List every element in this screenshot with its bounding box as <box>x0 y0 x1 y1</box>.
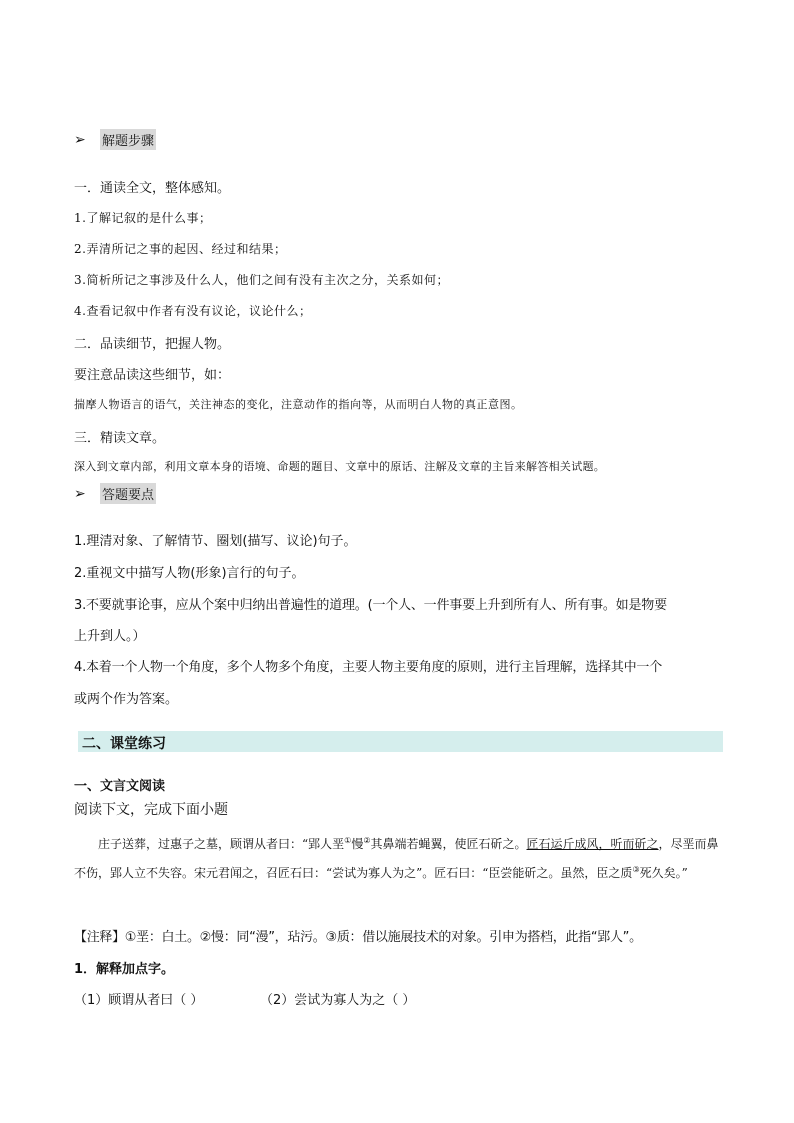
part1-item-1: 1.了解记叙的是什么事； <box>74 211 212 225</box>
point-2: 2.重视文中描写人物(形象)言行的句子。 <box>74 566 305 581</box>
point-3-line-2: 上升到人。） <box>74 629 146 644</box>
passage-text: 庄子送葬，过惠子之墓，顾谓从者曰：“郢人垩 <box>98 837 345 851</box>
section-heading: 二、课堂练习 <box>82 736 166 752</box>
arrow-bullet-icon: ➢ <box>74 131 86 148</box>
footnote-mark: ③ <box>632 865 640 874</box>
underlined-text: 匠石运斤成风，听而 <box>526 837 635 851</box>
passage-text: ，尽垩而鼻不伤，郢人立不失容。宋元君闻之，召匠石曰：“尝试为寡人为之”。匠石曰：“臣尝能斫之。 <box>74 837 719 880</box>
passage-text: 死久矣。” <box>639 866 688 880</box>
part1-item-2: 2.弄清所记之事的起因、经过和结果； <box>74 242 287 256</box>
part1-title: 一．通读全文，整体感知。 <box>74 181 231 196</box>
passage-text: 其鼻端若蝇翼，使匠石斫之。 <box>370 837 527 851</box>
exercise-instruction: 阅读下文，完成下面小题 <box>74 802 228 818</box>
point-3-line-1: 3.不要就事论事，应从个案中归纳出普遍性的道理。(一个人、一件事要上升到所有人、所有事。如是物要 <box>74 598 667 613</box>
question-1-title: 1．解释加点字。 <box>74 962 175 977</box>
part3-title: 三．精读文章。 <box>74 431 166 446</box>
point-4-line-1: 4.本着一个人物一个角度，多个人物多个角度，主要人物主要角度的原则，进行主旨理解，选择其中一个 <box>74 660 663 675</box>
points-heading <box>74 483 156 504</box>
part2-title: 二．品读细节，把握人物。 <box>74 337 231 352</box>
point-1: 1.理清对象、了解情节、圈划(描写、议论)句子。 <box>74 534 357 549</box>
part1-item-4: 4.查看记叙中作者有没有议论，议论什么； <box>74 304 312 318</box>
part2-intro: 要注意品读这些细节，如： <box>74 368 231 383</box>
steps-heading-label: 解题步骤 <box>100 129 156 150</box>
question-1-b: （2）尝试为寡人为之（ ） <box>260 993 416 1008</box>
footnote-mark: ② <box>363 836 371 845</box>
points-heading-label: 答题要点 <box>100 483 156 504</box>
passage-text: 虽然，臣之质 <box>560 866 633 880</box>
part3-detail: 深入到文章内部，利用文章本身的语境、命题的题目、文章中的原话、注解及文章的主旨来解答相关试题。 <box>74 460 606 473</box>
exercise-heading: 一、文言文阅读 <box>74 779 166 794</box>
footnote-mark: ① <box>344 836 352 845</box>
question-1-a: （1）顾谓从者曰（ ） <box>74 993 204 1008</box>
part2-detail: 揣摩人物语言的语气，关注神态的变化，注意动作的指向等，从而明白人物的真正意图。 <box>74 398 523 411</box>
passage-text: 慢 <box>351 837 364 851</box>
point-4-line-2: 或两个作为答案。 <box>74 692 179 707</box>
annotation-notes: 【注释】①垩：白土。②慢：同“漫”，玷污。③质：借以施展技术的对象。引申为搭档，此指“郢人”。 <box>74 930 642 945</box>
steps-heading <box>74 129 156 150</box>
classical-passage <box>74 828 730 886</box>
underlined-text: 斫之 <box>634 837 659 851</box>
section-heading-bar <box>78 731 723 752</box>
part1-item-3: 3.简析所记之事涉及什么人，他们之间有没有主次之分，关系如何； <box>74 273 449 287</box>
arrow-bullet-icon: ➢ <box>74 485 86 502</box>
